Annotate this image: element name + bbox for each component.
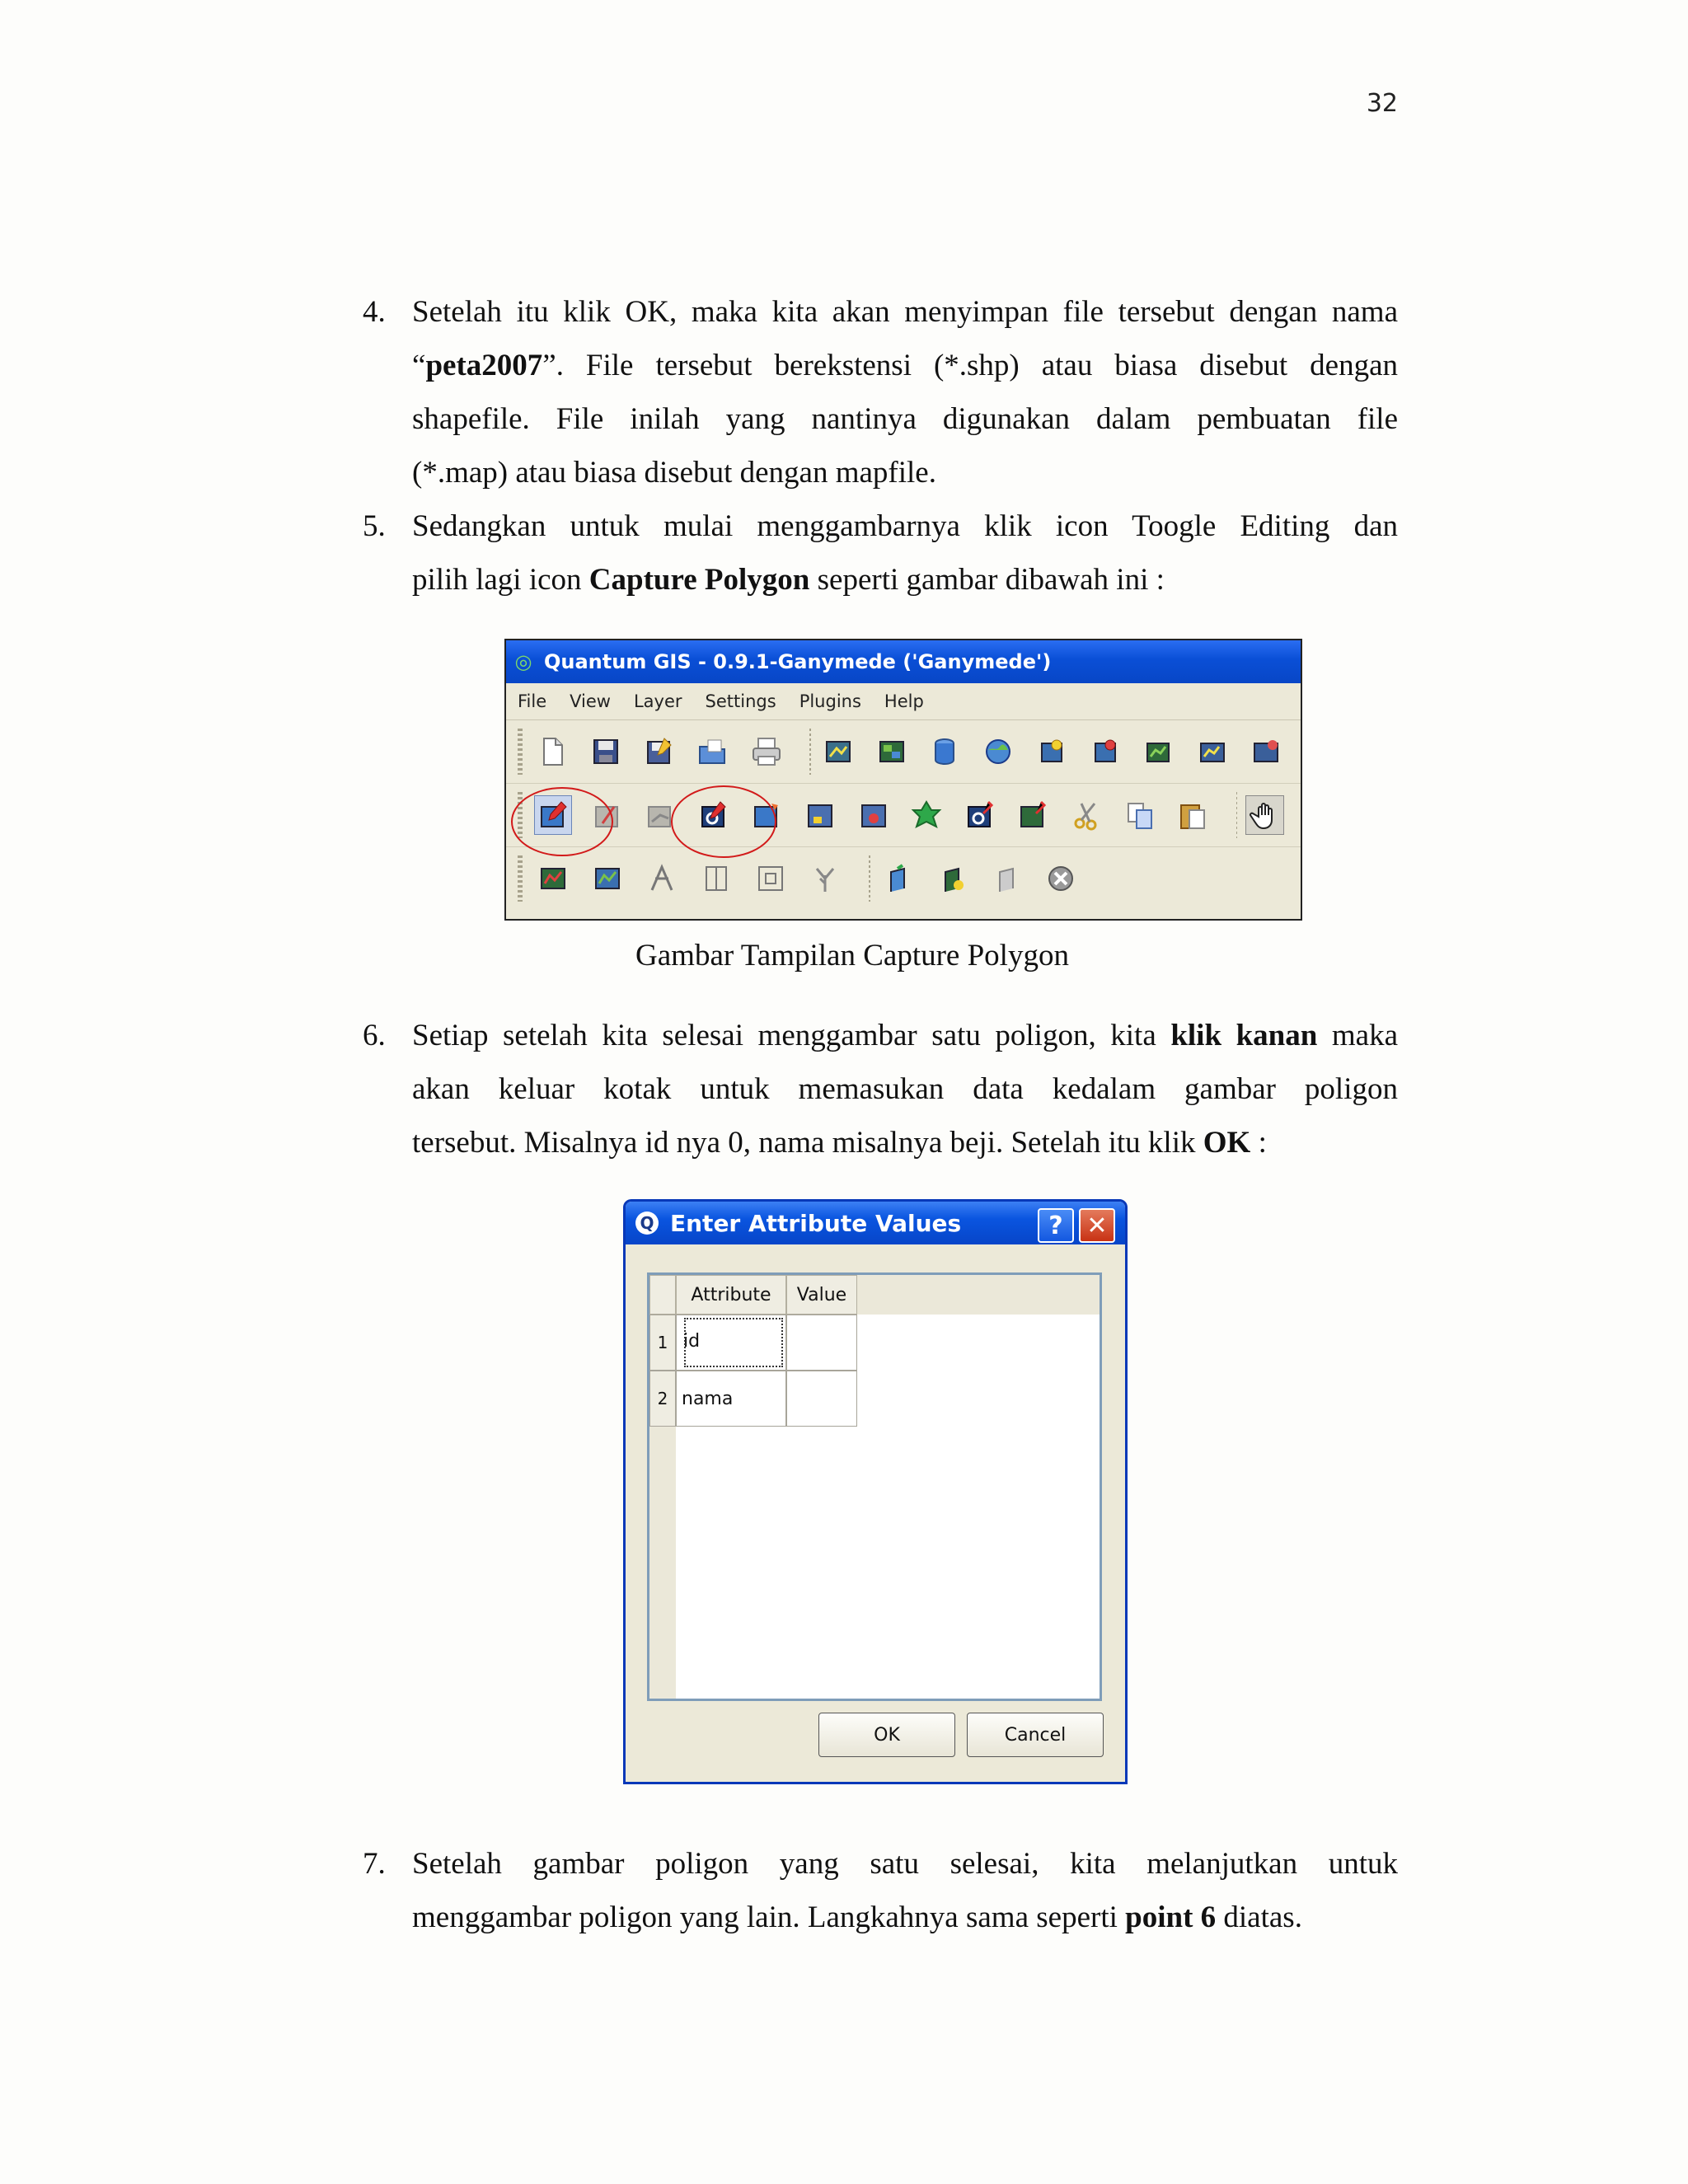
- point-6-term: point 6: [1125, 1900, 1217, 1934]
- split-feature-icon[interactable]: [802, 796, 839, 834]
- attribute-cell: nama: [676, 1371, 786, 1427]
- add-wms-layer-icon[interactable]: [980, 733, 1017, 771]
- toolbar-grip[interactable]: [518, 729, 523, 775]
- toolbar-separator: [1236, 792, 1238, 838]
- toolbar-separator: [869, 855, 870, 902]
- corner-cell: [649, 1275, 676, 1315]
- paste-features-icon[interactable]: [1175, 796, 1212, 834]
- new-vector-layer-icon[interactable]: [1034, 733, 1071, 771]
- remove-layer-icon[interactable]: [1087, 733, 1124, 771]
- list-number: 4.: [363, 295, 386, 329]
- text-line: menggambar poligon yang lain. Langkahnya sama seperti point 6 diatas.: [412, 1900, 1302, 1934]
- list-number: 7.: [363, 1847, 386, 1881]
- value-cell[interactable]: [786, 1315, 857, 1371]
- add-all-to-overview-icon[interactable]: [1140, 733, 1177, 771]
- text-line: pilih lagi icon Capture Polygon seperti gambar dibawah ini :: [412, 563, 1165, 597]
- text-line: akan keluar kotak untuk memasukan data kedalam gambar poligon: [412, 1072, 1398, 1106]
- open-project-icon[interactable]: [694, 733, 731, 771]
- move-vertex-icon[interactable]: [962, 796, 999, 834]
- list-item-5: [363, 499, 1398, 607]
- digitizing-toolbar: [506, 784, 1301, 847]
- row-number: 1: [649, 1315, 676, 1371]
- dialog-titlebar: [626, 1202, 1125, 1244]
- stop-render-icon[interactable]: [1042, 860, 1080, 898]
- help-button[interactable]: ?: [1038, 1208, 1074, 1243]
- toolbar-grip[interactable]: [518, 855, 523, 902]
- figure-caption: Gambar Tampilan Capture Polygon: [635, 939, 1069, 972]
- measure-line-icon[interactable]: [643, 860, 681, 898]
- menu-help[interactable]: Help: [884, 691, 924, 711]
- text-line: shapefile. File inilah yang nantinya digunakan dalam pembuatan file: [412, 402, 1398, 436]
- value-cell[interactable]: [786, 1371, 857, 1427]
- qgis-titlebar: [506, 640, 1301, 683]
- attribute-table: [647, 1272, 1102, 1701]
- delete-feature-icon[interactable]: [855, 796, 892, 834]
- list-number: 6.: [363, 1019, 386, 1052]
- list-item-6: [363, 1009, 1399, 1169]
- text-line: Sedangkan untuk mulai menggambarnya klik icon Toogle Editing dan: [412, 509, 1398, 543]
- file-name: peta2007: [425, 349, 543, 382]
- highlight-circle: [671, 785, 776, 858]
- right-click-term: klik kanan: [1170, 1019, 1318, 1052]
- file-toolbar: [506, 720, 1301, 784]
- delete-vertex-icon[interactable]: [1015, 796, 1052, 834]
- attribute-cell: id: [676, 1315, 786, 1371]
- column-header-attribute[interactable]: Attribute: [676, 1275, 786, 1315]
- pan-icon[interactable]: [1245, 795, 1284, 835]
- page-number: 32: [1366, 89, 1398, 118]
- text-line: tersebut. Misalnya id nya 0, nama misalnya beji. Setelah itu klik OK :: [412, 1126, 1267, 1160]
- save-as-icon[interactable]: [641, 733, 678, 771]
- qgis-logo-icon: Q: [635, 1212, 659, 1235]
- show-bookmarks-icon[interactable]: [987, 860, 1025, 898]
- new-project-icon[interactable]: [534, 733, 571, 771]
- ok-button[interactable]: OK: [818, 1713, 955, 1757]
- menu-file[interactable]: File: [518, 691, 547, 711]
- add-postgis-layer-icon[interactable]: [926, 733, 964, 771]
- add-vector-layer-icon[interactable]: [819, 733, 856, 771]
- text-line: Setelah itu klik OK, maka kita akan menyimpan file tersebut dengan nama: [412, 295, 1398, 329]
- text-line: “peta2007”. File tersebut berekstensi (*.shp) atau biasa disebut dengan: [412, 349, 1398, 382]
- copy-features-icon[interactable]: [1121, 796, 1158, 834]
- measure-area-icon[interactable]: [697, 860, 735, 898]
- list-number: 5.: [363, 509, 386, 543]
- menu-plugins[interactable]: Plugins: [799, 691, 861, 711]
- highlight-circle: [511, 787, 613, 856]
- identify-features-icon[interactable]: [588, 860, 626, 898]
- zoom-box-icon[interactable]: [752, 860, 790, 898]
- add-vertex-icon[interactable]: [908, 796, 945, 834]
- open-table-icon[interactable]: [534, 860, 572, 898]
- cancel-button[interactable]: Cancel: [967, 1713, 1104, 1757]
- save-project-icon[interactable]: [588, 733, 625, 771]
- map-tips-icon[interactable]: [879, 860, 917, 898]
- print-icon[interactable]: [748, 733, 785, 771]
- add-raster-layer-icon[interactable]: [873, 733, 910, 771]
- column-header-value[interactable]: Value: [786, 1275, 857, 1315]
- select-tree-icon[interactable]: [806, 860, 844, 898]
- menu-view[interactable]: View: [570, 691, 611, 711]
- qgis-title: Quantum GIS - 0.9.1-Ganymede ('Ganymede'): [544, 650, 1052, 673]
- cut-features-icon[interactable]: [1068, 796, 1105, 834]
- row-number: 2: [649, 1371, 676, 1427]
- attribute-toolbar: [506, 847, 1301, 910]
- hide-all-layers-icon[interactable]: [1247, 733, 1284, 771]
- text-line: Setelah gambar poligon yang satu selesai, kita melanjutkan untuk: [412, 1847, 1398, 1881]
- dialog-title: Enter Attribute Values: [670, 1209, 962, 1237]
- qgis-window: [504, 639, 1302, 921]
- enter-attribute-values-dialog: [623, 1199, 1128, 1784]
- capture-polygon-term: Capture Polygon: [588, 563, 810, 597]
- qgis-menubar: [506, 683, 1301, 720]
- list-item-4: [363, 285, 1398, 499]
- list-item-7: [363, 1837, 1398, 1944]
- toolbar-separator: [809, 729, 811, 775]
- show-all-layers-icon[interactable]: [1193, 733, 1231, 771]
- text-line: Setiap setelah kita selesai menggambar satu poligon, kita klik kanan maka: [412, 1019, 1399, 1052]
- qgis-logo-icon: ◎: [514, 650, 532, 673]
- close-button[interactable]: ✕: [1079, 1208, 1115, 1243]
- menu-layer[interactable]: Layer: [633, 691, 682, 711]
- text-line: (*.map) atau biasa disebut dengan mapfile.: [412, 456, 936, 490]
- menu-settings[interactable]: Settings: [705, 691, 776, 711]
- ok-term: OK: [1203, 1126, 1251, 1160]
- new-bookmark-icon[interactable]: [933, 860, 971, 898]
